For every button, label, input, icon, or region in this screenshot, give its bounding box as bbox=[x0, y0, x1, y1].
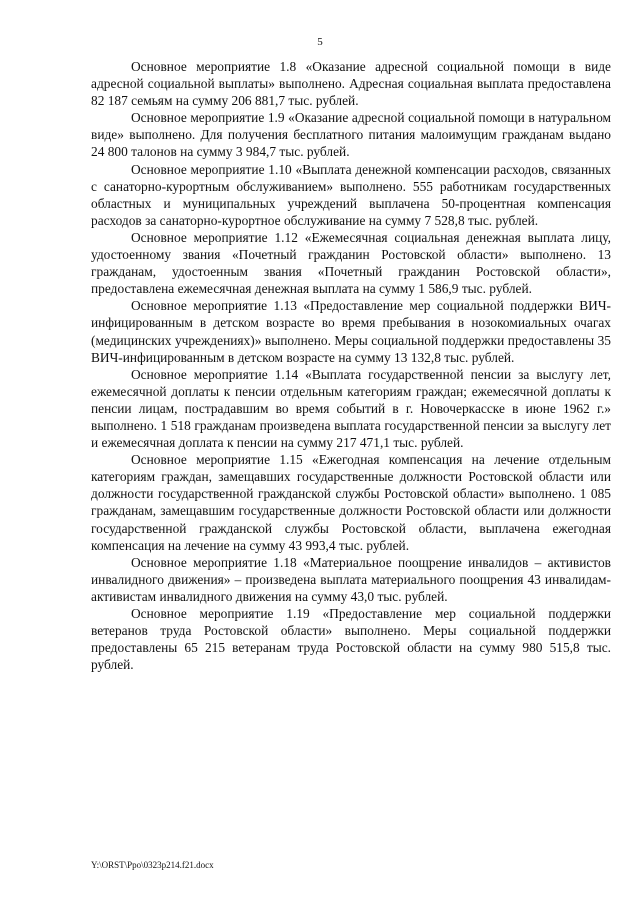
paragraph-measure-1-12: Основное мероприятие 1.12 «Ежемесячная социальная денежная выплата лицу, удостоенному звания «Почетный гражданин Ростовской области» выполнено. 13 гражданам, удостоенным звания «Почетный гражданин Ростовской области», предоставлена ежемесячная денежная выплата на сумму 1 586,9 тыс. рублей. bbox=[91, 229, 611, 297]
document-body bbox=[91, 58, 611, 673]
paragraph-measure-1-19: Основное мероприятие 1.19 «Предоставление мер социальной поддержки ветеранов труда Ростовской области» выполнено. Меры социальной поддержки предоставлены 65 215 ветеранам труда Ростовской области на сумму 980 515,8 тыс. рублей. bbox=[91, 606, 611, 673]
paragraph-measure-1-13: Основное мероприятие 1.13 «Предоставление мер социальной поддержки ВИЧ-инфицированным в детском возрасте во время пребывания в нозокомиальных очагах (медицинских учреждениях)» выполнено. Меры социальной поддержки предоставлены 35 ВИЧ-инфицированным в детском возрасте на сумму 13 132,8 тыс. рублей. bbox=[91, 298, 611, 365]
page-number: 5 bbox=[317, 36, 323, 48]
paragraph-measure-1-8: Основное мероприятие 1.8 «Оказание адресной социальной помощи в виде адресной социальной выплаты» выполнено. Адресная социальная выплата предоставлена 82 187 семьям на сумму 206 881,7 тыс. рублей. bbox=[91, 59, 611, 109]
paragraph-measure-1-14: Основное мероприятие 1.14 «Выплата государственной пенсии за выслугу лет, ежемесячной доплаты к пенсии отдельным категориям граждан; ежемесячной доплаты к пенсии лицам, пострадавшим во время событий в г. Новочеркасске в июне 1962 г.» выполнено. 1 518 гражданам произведена выплата государственной пенсии за выслугу лет и ежемесячная доплата к пенсии на сумму 217 471,1 тыс. рублей. bbox=[91, 366, 611, 451]
paragraph-measure-1-18: Основное мероприятие 1.18 «Материальное поощрение инвалидов – активистов инвалидного движения» – произведена выплата материального поощрения 43 инвалидам-активистам инвалидного движения на сумму 43,0 тыс. рублей. bbox=[91, 554, 611, 604]
footer-file-path: Y:\ORST\Ppo\0323p214.f21.docx bbox=[91, 860, 214, 870]
paragraph-measure-1-10: Основное мероприятие 1.10 «Выплата денежной компенсации расходов, связанных с санаторно-курортным обслуживанием» выполнено. 555 работникам государственных областных и муниципальных учреждений выплачена 50-процентная компенсация расходов за санаторно-курортное обслуживание на сумму 7 528,8 тыс. рублей. bbox=[91, 161, 611, 228]
paragraph-measure-1-9: Основное мероприятие 1.9 «Оказание адресной социальной помощи в натуральном виде» выполнено. Для получения бесплатного питания малоимущим гражданам выдано 24 800 талонов на сумму 3 984,7 тыс. рублей. bbox=[91, 110, 611, 160]
paragraph-measure-1-15: Основное мероприятие 1.15 «Ежегодная компенсация на лечение отдельным категориям граждан, замещавших государственные должности Ростовской области или должности государственной гражданской службы Ростовской области» выполнено. 1 085 гражданам, замещавшим государственные должности Ростовской области или должности государственной гражданской службы Ростовской области, выплачена ежегодная компенсация на лечение на сумму 43 993,4 тыс. рублей. bbox=[91, 452, 611, 553]
